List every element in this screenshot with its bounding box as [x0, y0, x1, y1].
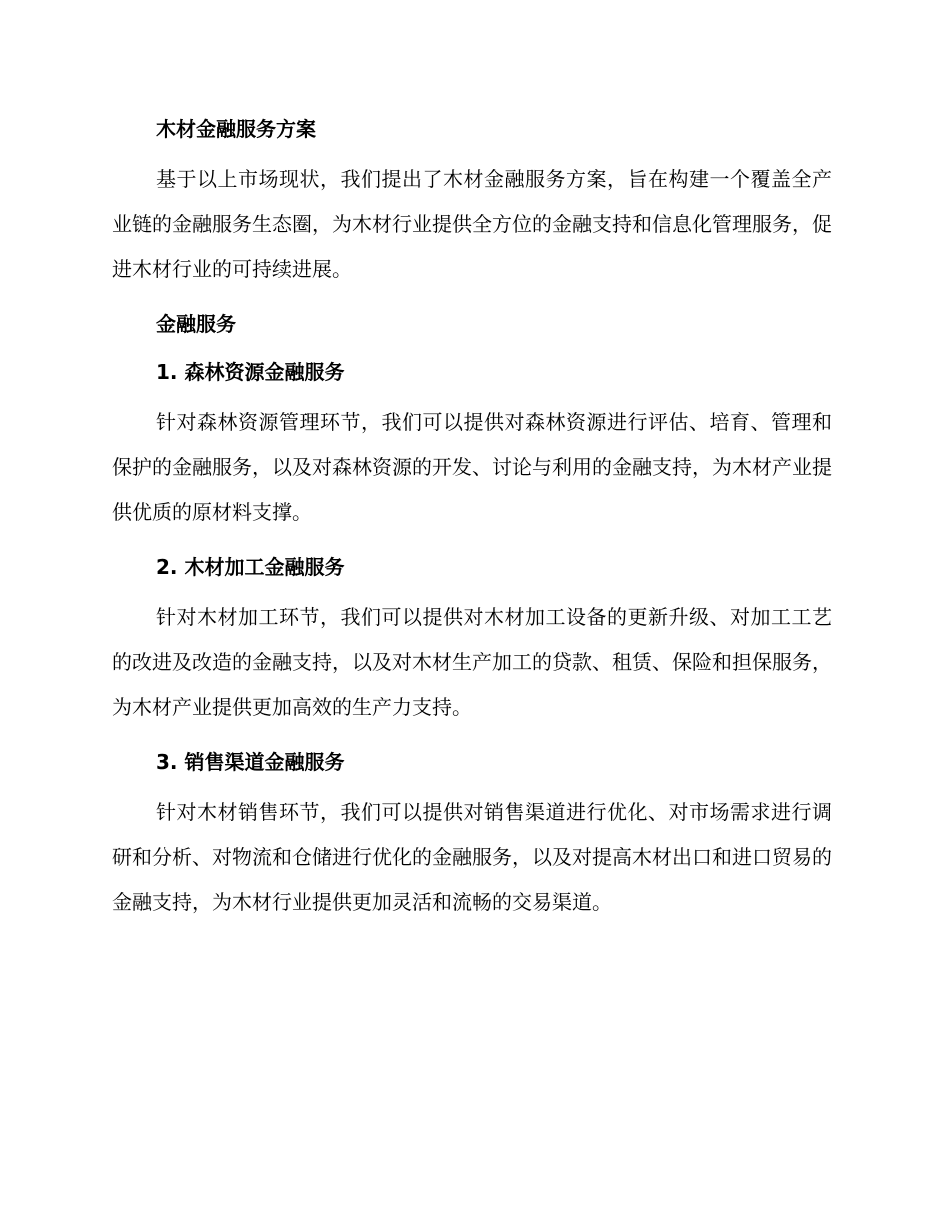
document-title: 木材金融服务方案	[156, 117, 316, 141]
item-body-forest: 针对森林资源管理环节，我们可以提供对森林资源进行评估、培育、管理和保护的金融服务，以及对森林资源的开发、讨论与利用的金融支持，为木材产业提供优质的原材料支撑。	[112, 410, 832, 524]
item-heading-sales: 3. 销售渠道金融服务	[156, 750, 345, 774]
intro-paragraph: 基于以上市场现状，我们提出了木材金融服务方案，旨在构建一个覆盖全产业链的金融服务生态圈，为木材行业提供全方位的金融支持和信息化管理服务，促进木材行业的可持续进展。	[112, 167, 832, 281]
document-body	[112, 113, 832, 925]
section-heading: 金融服务	[156, 312, 236, 336]
item-heading-forest: 1. 森林资源金融服务	[156, 360, 345, 384]
item-body-processing: 针对木材加工环节，我们可以提供对木材加工设备的更新升级、对加工工艺的改进及改造的金融支持，以及对木材生产加工的贷款、租赁、保险和担保服务，为木材产业提供更加高效的生产力支持。	[112, 605, 832, 719]
item-body-sales: 针对木材销售环节，我们可以提供对销售渠道进行优化、对市场需求进行调研和分析、对物流和仓储进行优化的金融服务，以及对提高木材出口和进口贸易的金融支持，为木材行业提供更加灵活和流畅的交易渠道。	[112, 800, 832, 914]
item-heading-processing: 2. 木材加工金融服务	[156, 555, 345, 579]
